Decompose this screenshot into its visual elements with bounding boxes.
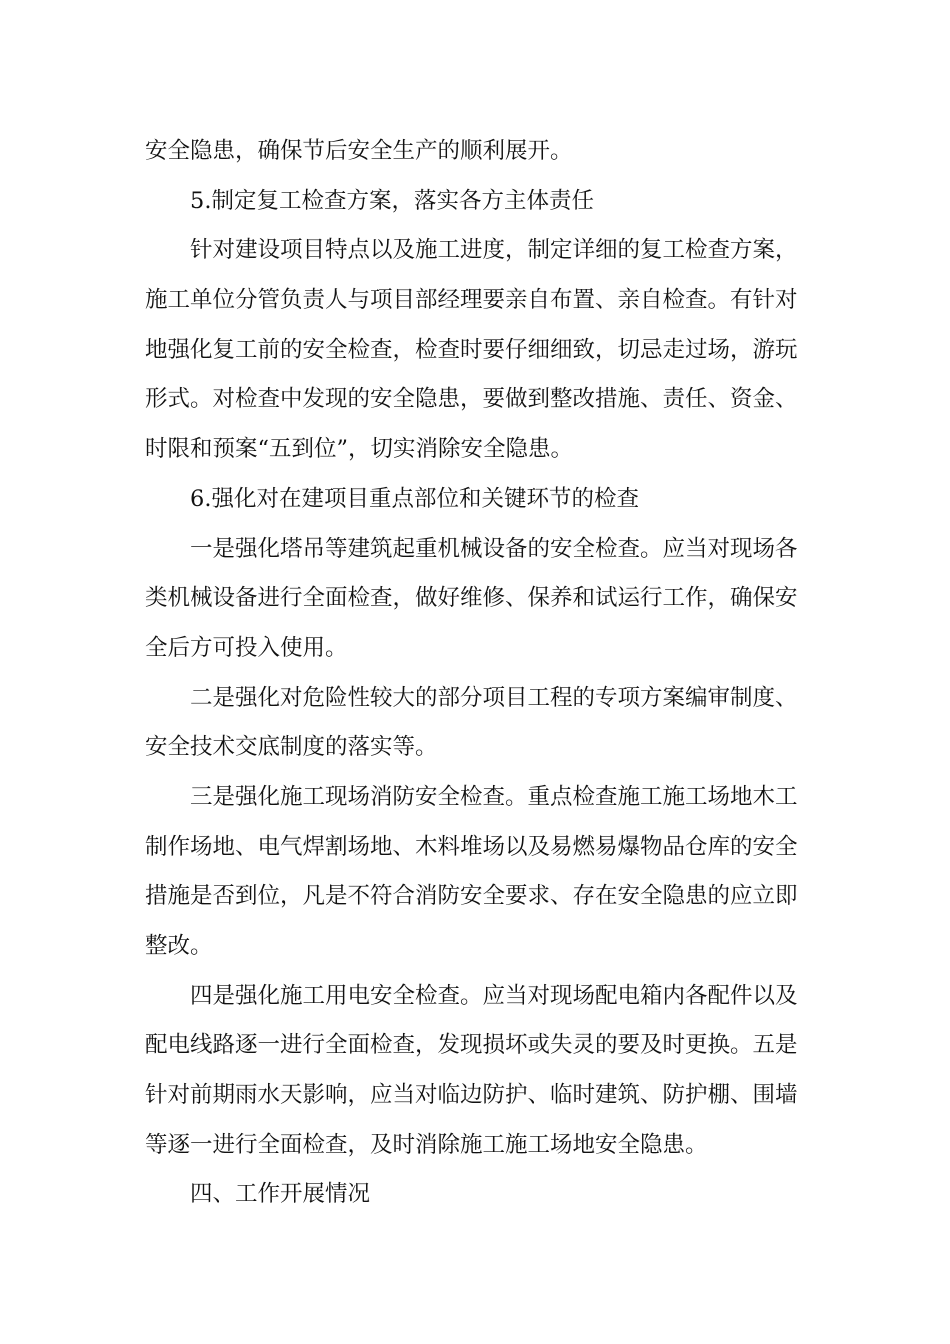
- text-line: 施工单位分管负责人与项目部经理要亲自布置、亲自检查。有针对: [145, 287, 798, 314]
- section-heading: 6.强化对在建项目重点部位和关键环节的检查: [190, 485, 639, 512]
- text-line: 形式。对检查中发现的安全隐患，要做到整改措施、责任、资金、: [145, 386, 798, 413]
- text-line: 针对前期雨水天影响，应当对临边防护、临时建筑、防护棚、围墙: [145, 1082, 798, 1109]
- document-body: [145, 127, 810, 1220]
- text-line: 措施是否到位，凡是不符合消防安全要求、存在安全隐患的应立即: [145, 883, 798, 910]
- section-heading: 四、工作开展情况: [190, 1181, 371, 1208]
- text-line: 二是强化对危险性较大的部分项目工程的专项方案编审制度、: [190, 684, 798, 711]
- text-line: 时限和预案“五到位”，切实消除安全隐患。: [145, 436, 574, 463]
- text-line: 整改。: [145, 933, 213, 959]
- text-line: 配电线路逐一进行全面检查，发现损坏或失灵的要及时更换。五是: [145, 1032, 798, 1059]
- text-line: 安全隐患，确保节后安全生产的顺利展开。: [145, 138, 573, 164]
- section-heading: 5.制定复工检查方案，落实各方主体责任: [190, 187, 594, 214]
- text-line: 全后方可投入使用。: [145, 634, 348, 661]
- text-line: 三是强化施工现场消防安全检查。重点检查施工施工场地木工: [190, 783, 798, 810]
- text-line: 类机械设备进行全面检查，做好维修、保养和试运行工作，确保安: [145, 585, 798, 612]
- text-line: 四是强化施工用电安全检查。应当对现场配电箱内各配件以及: [190, 982, 798, 1009]
- text-line: 地强化复工前的安全检查，检查时要仔细细致，切忌走过场，游玩: [145, 336, 798, 363]
- text-line: 制作场地、电气焊割场地、木料堆场以及易燃易爆物品仓库的安全: [145, 833, 798, 860]
- text-line: 针对建设项目特点以及施工进度，制定详细的复工检查方案，: [190, 237, 798, 264]
- text-line: 等逐一进行全面检查，及时消除施工施工场地安全隐患。: [145, 1131, 708, 1158]
- text-line: 一是强化塔吊等建筑起重机械设备的安全检查。应当对现场各: [190, 535, 798, 562]
- text-line: 安全技术交底制度的落实等。: [145, 734, 438, 761]
